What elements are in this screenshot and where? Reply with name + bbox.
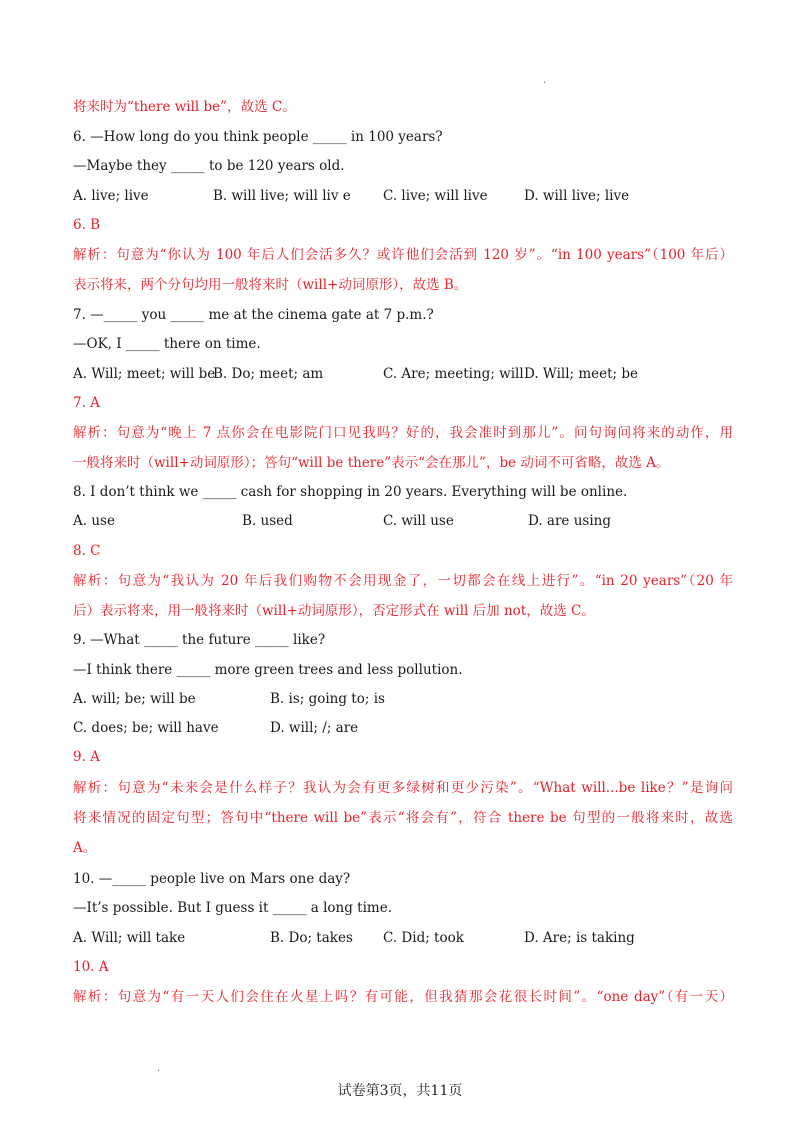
question-6-explanation-1: 解析：句意为“你认为 100 年后人们会活多久？或许他们会活到 120 岁”。“in 100 years”（100 年后） [73, 247, 733, 263]
question-9-option-b: B. is; going to; is [270, 691, 385, 707]
question-8-line-1: 8. I don’t think we _____ cash for shopping in 20 years. Everything will be online. [73, 484, 628, 500]
question-6-option-d: D. will live; live [524, 188, 630, 204]
prev-explanation-tail: 将来时为“there will be”，故选 C。 [73, 99, 296, 115]
question-9-explanation-1: 解析：句意为“未来会是什么样子？我认为会有更多绿树和更少污染”。“What will...be like？”是询问 [73, 780, 733, 796]
question-6-explanation-2: 表示将来，两个分句均用一般将来时（will+动词原形），故选 B。 [73, 277, 468, 293]
decorative-dot: · [543, 78, 547, 89]
question-10-answer: 10. A [73, 959, 109, 975]
question-7-explanation-2: 一般将来时（will+动词原形）；答句“will be there”表示“会在那儿”，be 动词不可省略，故选 A。 [73, 455, 670, 471]
question-9-line-2: —I think there _____ more green trees and less pollution. [73, 662, 463, 678]
question-9-answer: 9. A [73, 749, 100, 765]
decorative-dot: · [157, 1066, 161, 1077]
question-6-option-c: C. live; will live [383, 188, 488, 204]
question-8-option-c: C. will use [383, 513, 454, 529]
question-6-line-2: —Maybe they _____ to be 120 years old. [73, 158, 345, 174]
question-10-option-b: B. Do; takes [270, 930, 353, 946]
question-10-line-2: —It’s possible. But I guess it _____ a long time. [73, 900, 392, 916]
question-9-option-d: D. will; /; are [270, 720, 359, 736]
question-8-explanation-2: 后）表示将来，用一般将来时（will+动词原形），否定形式在 will 后加 not，故选 C。 [73, 603, 595, 619]
question-7-line-2: —OK, I _____ there on time. [73, 336, 261, 352]
question-6-answer: 6. B [73, 217, 101, 233]
question-7-option-c: C. Are; meeting; will [383, 366, 524, 382]
question-8-option-d: D. are using [528, 513, 611, 529]
question-9-line-1: 9. —What _____ the future _____ like? [73, 632, 326, 648]
question-7-option-b: B. Do; meet; am [213, 366, 324, 382]
question-6-option-b: B. will live; will liv e [213, 188, 351, 204]
question-9-explanation-2: 将来情况的固定句型；答句中“there will be”表示“将会有”，符合 there be 句型的一般将来时，故选 [73, 810, 733, 826]
question-7-answer: 7. A [73, 395, 100, 411]
question-8-explanation-1: 解析：句意为“我认为 20 年后我们购物不会用现金了，一切都会在线上进行”。“in 20 years”（20 年 [73, 573, 733, 589]
page-footer: 试卷第3页，共11页 [337, 1083, 463, 1099]
question-6-option-a: A. live; live [73, 188, 149, 204]
question-9-explanation-3: A。 [73, 840, 97, 856]
question-7-explanation-1: 解析：句意为“晚上 7 点你会在电影院门口见我吗？好的，我会准时到那儿”。问句询问将来的动作，用 [73, 425, 733, 441]
question-8-option-a: A. use [73, 513, 115, 529]
question-9-option-c: C. does; be; will have [73, 720, 219, 736]
question-10-line-1: 10. —_____ people live on Mars one day? [73, 871, 351, 887]
question-7-option-a: A. Will; meet; will be [73, 366, 216, 382]
question-8-answer: 8. C [73, 543, 101, 559]
question-10-option-d: D. Are; is taking [524, 930, 635, 946]
question-8-option-b: B. used [242, 513, 293, 529]
question-6-line-1: 6. —How long do you think people _____ in 100 years? [73, 129, 443, 145]
question-10-option-a: A. Will; will take [73, 930, 186, 946]
question-7-option-d: D. Will; meet; be [524, 366, 639, 382]
question-10-option-c: C. Did; took [383, 930, 464, 946]
question-10-explanation-1: 解析：句意为“有一天人们会住在火星上吗？有可能，但我猜那会花很长时间”。“one day”（有一天） [73, 989, 733, 1005]
question-7-line-1: 7. —_____ you _____ me at the cinema gate at 7 p.m.? [73, 307, 434, 323]
question-9-option-a: A. will; be; will be [73, 691, 196, 707]
